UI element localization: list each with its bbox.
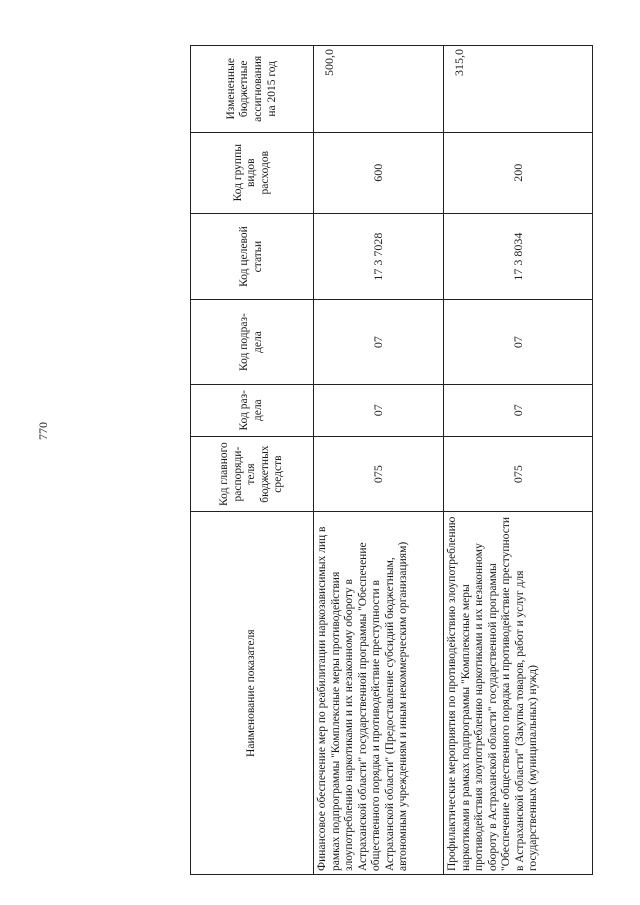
header-statya-code: Код целевой статьи bbox=[191, 213, 314, 300]
row-statya-code: 17 3 8034 bbox=[444, 213, 593, 300]
header-vid-code: Код группы видов расходов bbox=[191, 132, 314, 213]
table-row bbox=[444, 46, 593, 875]
header-podrazdel-code: Код подраз-дела bbox=[191, 300, 314, 384]
row-name: Финансовое обеспечение мер по реабилитации наркозависимых лиц в рамках подпрограммы "Комплексные меры противодействия злоупотреблению наркотиками и их незаконному обороту в Астраханской области" государственной программы "Обеспечение общественного порядка и противодействие преступности в Астраханской области" (Предоставление субсидий бюджетным, автономным учреждениям и иным некоммерческим организациям) bbox=[314, 512, 444, 875]
row-gr-code: 075 bbox=[314, 436, 444, 512]
row-podrazdel-code: 07 bbox=[444, 300, 593, 384]
row-amount: 315,0 bbox=[444, 46, 593, 133]
row-podrazdel-code: 07 bbox=[314, 300, 444, 384]
row-name: Профилактические мероприятия по противодействию злоупотреблению наркотиками в рамках подпрограммы "Комплексные меры противодействия злоупотреблению наркотиками и их незаконному обороту в Астраханской области" государственной программы "Обеспечение общественного порядка и противодействие преступности в Астраханской области" (Закупка товаров, работ и услуг для государственных (муниципальных) нужд) bbox=[444, 512, 593, 875]
row-vid-code: 200 bbox=[444, 132, 593, 213]
row-amount: 500,0 bbox=[314, 46, 444, 133]
row-razdel-code: 07 bbox=[444, 384, 593, 436]
table-row bbox=[314, 46, 444, 875]
page-number: 770 bbox=[36, 422, 50, 440]
budget-table bbox=[190, 45, 593, 875]
row-vid-code: 600 bbox=[314, 132, 444, 213]
row-razdel-code: 07 bbox=[314, 384, 444, 436]
header-amount: Измененные бюджетные ассигнования на 2015 год bbox=[191, 46, 314, 133]
header-razdel-code: Код раз-дела bbox=[191, 384, 314, 436]
table-header-row bbox=[191, 46, 314, 875]
header-gr-code: Код главного распоряди-теля бюджетных средств bbox=[191, 436, 314, 512]
budget-table-wrapper bbox=[190, 45, 540, 875]
header-name: Наименование показателя bbox=[191, 512, 314, 875]
row-gr-code: 075 bbox=[444, 436, 593, 512]
row-statya-code: 17 3 7028 bbox=[314, 213, 444, 300]
